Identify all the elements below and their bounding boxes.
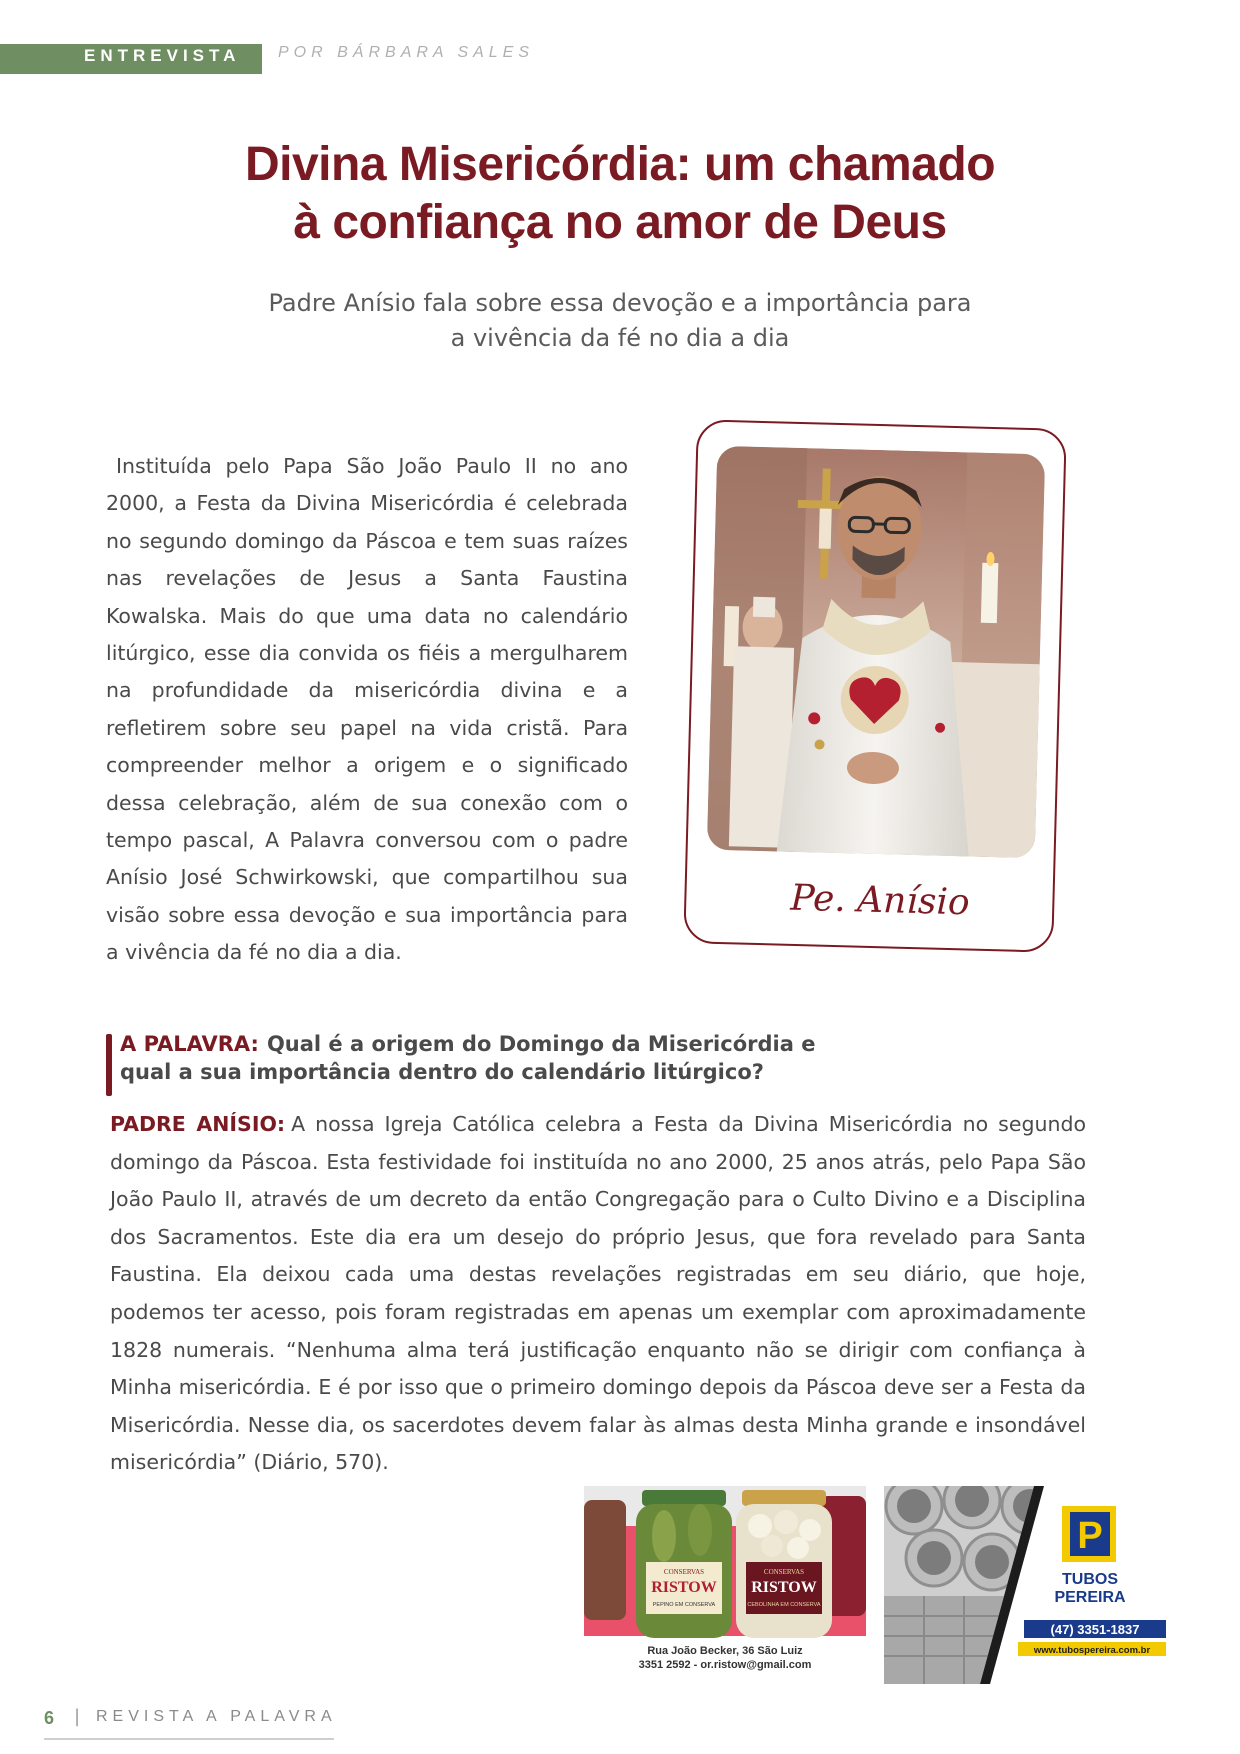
tubos-name-line1: TUBOS [1062,1571,1118,1588]
jar1-label: PEPINO EM CONSERVA [652,1602,716,1608]
ristow-contact: 3351 2592 - or.ristow@gmail.com [638,1659,812,1671]
footer-separator: | [74,1706,81,1727]
jar2-top-text: CONSERVAS [763,1568,805,1576]
tubos-phone: (47) 3351-1837 [1050,1622,1140,1637]
jar1-top-text: CONSERVAS [663,1568,705,1576]
byline: POR BÁRBARA SALES [278,44,535,61]
interview-question [120,1030,840,1086]
jar2-brand: RISTOW [751,1579,817,1596]
magazine-name: REVISTA A PALAVRA [96,1708,337,1725]
ristow-address: Rua João Becker, 36 São Luiz [647,1645,803,1657]
answer-label: PADRE ANÍSIO: [110,1112,286,1136]
subtitle-line-1: Padre Anísio fala sobre essa devoção e a importância para [268,289,972,317]
article-subtitle [170,286,1070,356]
interview-answer [110,1106,1086,1482]
tubos-logo-letter: P [1077,1515,1103,1557]
ad-ristow [584,1486,866,1684]
question-label: A PALAVRA: [120,1032,259,1056]
answer-text: A nossa Igreja Católica celebra a Festa da Divina Misericórdia no segundo domingo da Páscoa. Esta festividade foi instituída no ano 2000, 25 anos atrás, pelo Papa São João Paulo II, através de um decreto da então Congregação para o Culto Divino e a Disciplina dos Sacramentos. Este dia era um desejo do próprio Jesus, que fora revelado para Santa Faustina. Ela deixou cada uma destas revelações registradas em seu diário, que hoje, podemos ter acesso, pois foram registradas em apenas um exemplar com aproximadamente 1828 numerais. “Nenhuma alma terá justificação enquanto não se dirigir com confiança à Minha misericórdia. E é por isso que o primeiro domingo depois da Páscoa deve ser a Festa da Misericórdia. Nesse dia, os sacerdotes devem falar às almas desta Minha grande e insondável misericórdia” (Diário, 570). [110,1112,1087,1475]
footer-rule [44,1738,334,1740]
jar1-brand: RISTOW [651,1579,717,1596]
article-title [120,136,1120,252]
tubos-site: www.tubospereira.com.br [1033,1645,1151,1656]
subtitle-line-2: a vivência da fé no dia a dia [450,324,790,352]
priest-photo [707,446,1045,858]
tubos-ad-image [884,1486,1166,1684]
ad-tubos-pereira [884,1486,1166,1684]
title-line-1: Divina Misericórdia: um chamado [244,138,996,191]
section-label: ENTREVISTA [84,46,241,65]
question-text: Qual é a origem do Domingo da Misericórdia e qual a sua importância dentro do calendário litúrgico? [120,1032,816,1084]
question-accent-bar [106,1034,112,1096]
photo-signature: Pe. Anísio [789,877,971,924]
page-number: 6 [44,1708,55,1728]
intro-paragraph: Instituída pelo Papa São João Paulo II no ano 2000, a Festa da Divina Misericórdia é celebrada no segundo domingo da Páscoa e tem suas raízes nas revelações de Jesus a Santa Faustina Kowalska. Mais do que uma data no calendário litúrgico, esse dia convida os fiéis a mergulharem na profundidade da misericórdia divina e a refletirem sobre seu papel na vida cristã. Para compreender melhor a origem e o significado dessa celebração, além de sua conexão com o tempo pascal, A Palavra conversou com o padre Anísio José Schwirkowski, que compartilhou sua visão sobre essa devoção e sua importância para a vivência da fé no dia a dia. [106,454,628,965]
priest-photo-illustration [707,446,1045,858]
tubos-name-line2: PEREIRA [1054,1589,1126,1606]
title-line-2: à confiança no amor de Deus [293,196,947,249]
ristow-ad-image [584,1486,866,1684]
jar2-label: CEBOLINHA EM CONSERVA [747,1602,821,1608]
